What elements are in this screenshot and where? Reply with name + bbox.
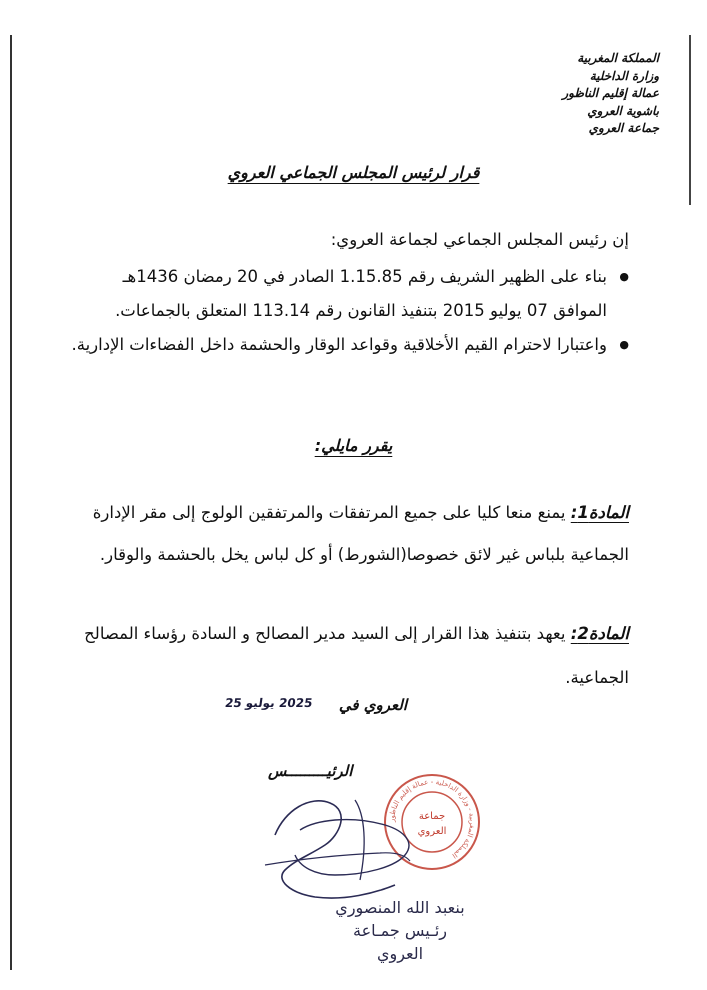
date-stamp: 2025 يوليو 25 [224,696,314,710]
article-text: يمنع منعا كليا على جميع المرتفقات والمرتفقين الولوج إلى مقر الإدارة الجماعية بلباس غير لائق خصوصا(الشورط) أو كل لباس يخل بالحشمة والوقار. [92,503,629,564]
signatory-place: العروي [376,944,424,963]
article-label: المادة1: [570,503,629,522]
document-title: قرار لرئيس المجلس الجماعي العروي [227,163,480,182]
handwritten-signature [255,775,425,905]
intro-paragraph: إن رئيس المجلس الجماعي لجماعة العروي: [330,230,629,249]
article-label: المادة2: [570,624,629,643]
president-title: الرئيـــــــــس [268,762,353,780]
article-1 [69,492,629,576]
article-text: يعهد بتنفيذ هذا القرار إلى السيد مدير المصالح و السادة رؤساء المصالح الجماعية. [84,624,629,687]
list-item: ● واعتبارا لاحترام القيم الأخلاقية وقواعد الوقار والحشمة داخل الفضاءات الإدارية. [69,328,629,362]
seal-center-text: العروي [417,826,447,837]
seal-center-text: جماعة [418,811,446,822]
letterhead-line: وزارة الداخلية [589,68,659,83]
letterhead-line: المملكة المغربية [577,51,659,65]
letterhead-line: باشوية العروي [587,103,659,118]
seal-ring-text: المملكة المغربية - وزارة الداخلية - عمالة إقليم الناظور [387,777,477,860]
signatory-name: بنعبد الله المنصوري [335,898,465,917]
place-label: العروي في [338,696,407,714]
letterhead-line: جماعة العروي [588,121,659,135]
letterhead [439,50,659,138]
letterhead-line: عمالة إقليم الناظور [562,86,659,100]
signatory-block [315,896,485,965]
decision-heading: يقرر مايلي: [314,436,393,455]
article-2 [69,612,629,700]
list-item: ● بناء على الظهير الشريف رقم 1.15.85 الصادر في 20 رمضان 1436هـ الموافق 07 يوليو 2015 بتنفيذ القانون رقم 113.14 المتعلق بالجماعات. [69,260,629,328]
considerations-list [69,260,629,362]
signatory-role: رئـيس جمـاعة [352,921,447,940]
